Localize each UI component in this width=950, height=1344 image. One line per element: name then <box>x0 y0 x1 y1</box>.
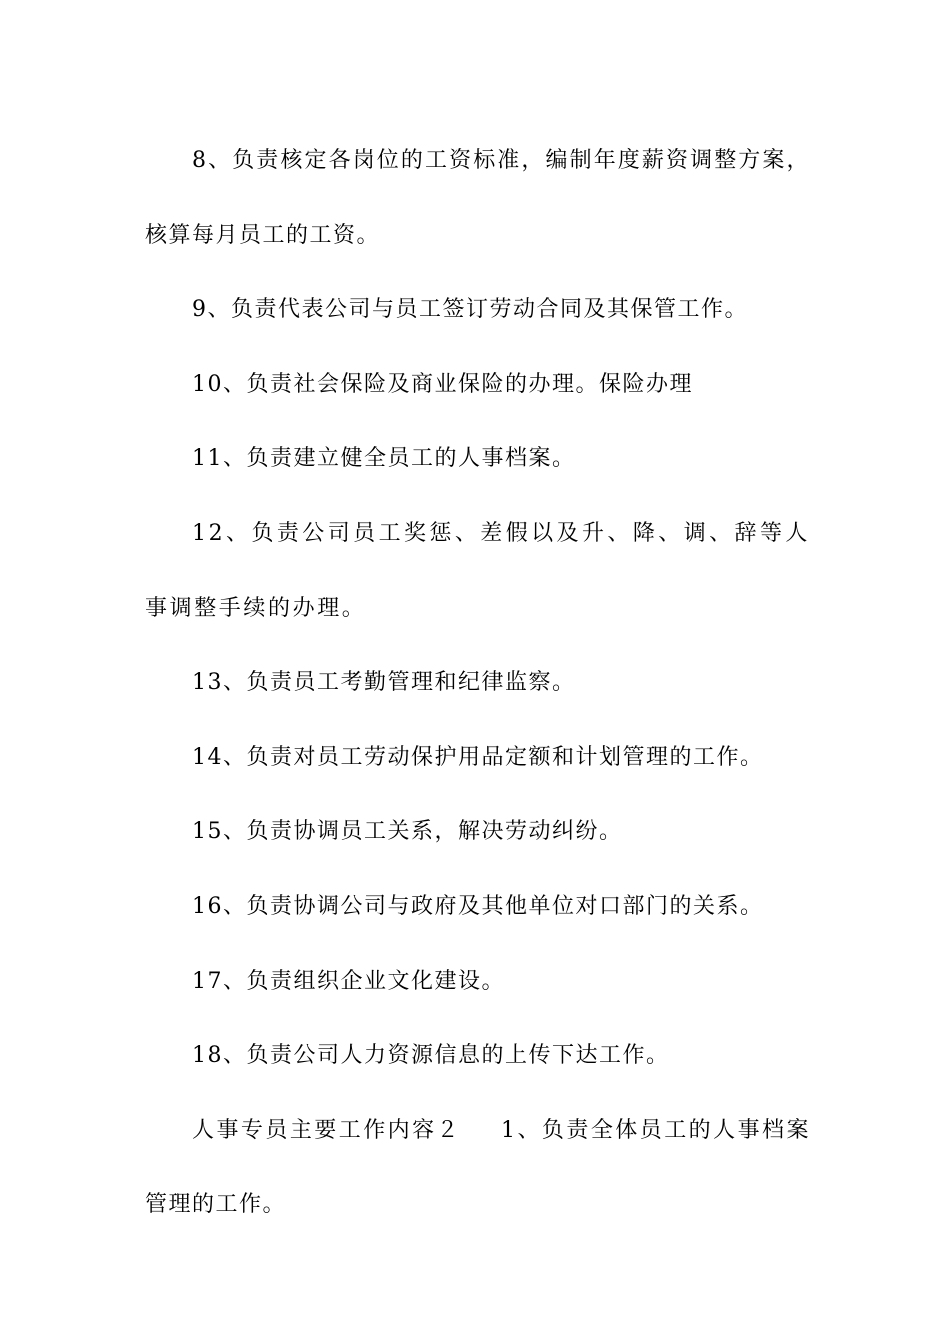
paragraph-item-14: 14、负责对员工劳动保护用品定额和计划管理的工作。 <box>192 744 764 770</box>
section-heading: 人事专员主要工作内容２ <box>192 1117 462 1143</box>
paragraph-item-18: 18、负责公司人力资源信息的上传下达工作。 <box>192 1043 670 1069</box>
paragraph-item-12: 12、负责公司员工奖惩、差假以及升、降、调、辞等人事调整手续的办理。 <box>145 520 810 621</box>
paragraph-item-9: 9、负责代表公司与员工签订劳动合同及其保管工作。 <box>192 297 748 323</box>
paragraph-item-13: 13、负责员工考勤管理和纪律监察。 <box>192 670 576 696</box>
paragraph-section-two <box>145 1094 810 1243</box>
paragraph-item-15: 15、负责协调员工关系，解决劳动纠纷。 <box>192 819 623 845</box>
document-body <box>145 124 810 1243</box>
paragraph-item-1: 1、负责全体员工的人事档案管理的工作。 <box>145 1117 810 1218</box>
paragraph-item-17: 17、负责组织企业文化建设。 <box>192 968 505 994</box>
paragraph-item-16: 16、负责协调公司与政府及其他单位对口部门的关系。 <box>192 893 764 919</box>
paragraph-item-10: 10、负责社会保险及商业保险的办理。保险办理 <box>192 371 693 397</box>
paragraph-item-8: 8、负责核定各岗位的工资标准，编制年度薪资调整方案，核算每月员工的工资。 <box>145 148 810 248</box>
paragraph-item-11: 11、负责建立健全员工的人事档案。 <box>192 446 576 472</box>
